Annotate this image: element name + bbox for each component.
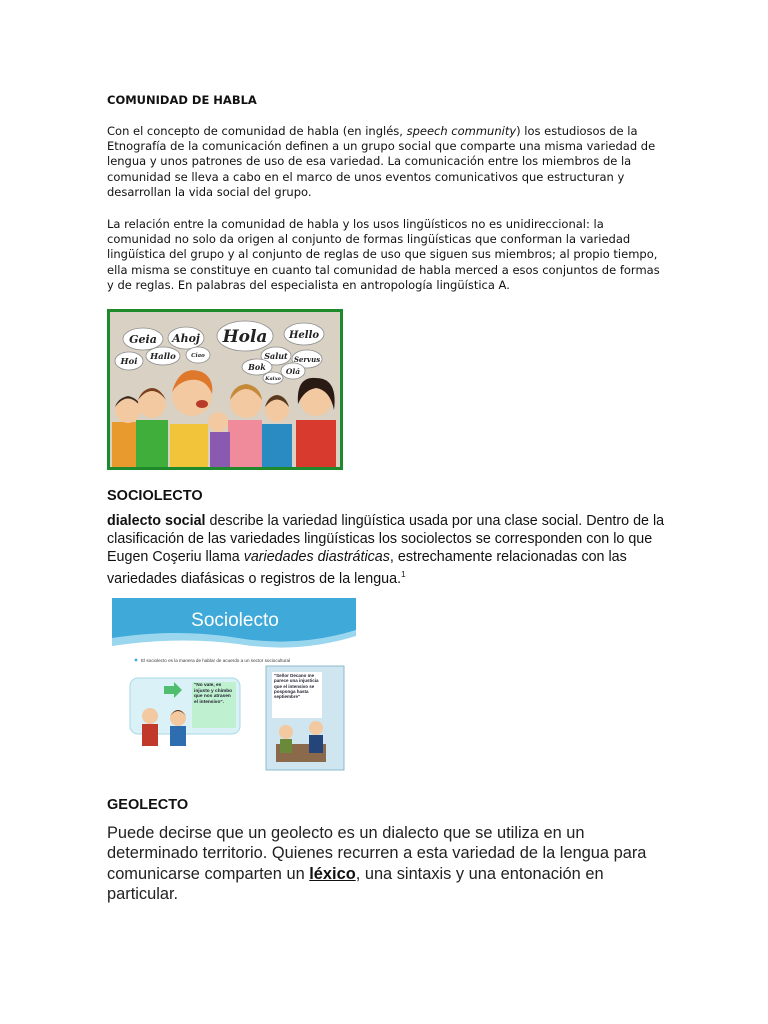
title-comunidad-de-habla: COMUNIDAD DE HABLA <box>107 93 257 107</box>
lexico-link[interactable]: léxico <box>309 864 356 883</box>
bubble-ola: Olá <box>285 367 301 376</box>
paragraph-sociolecto: dialecto social describe la variedad lingüística usada por una clase social. Dentro de la clasificación de las variedades lingüísticas los sociolectos se corresponden con lo que Eugen Coşeriu llama variedades diastráticas, estrechamente relacionadas con las variedades diafásicas o registros de la lengua.$^1$ <box>107 513 665 587</box>
footnote-marker[interactable]: 1 <box>401 570 406 579</box>
bubble-salut: Salut <box>264 351 288 361</box>
bubble-hoi: Hoi <box>120 357 138 367</box>
card1-quote: "No vale, es injusto y chimbo que nos atrasen el intensivo". <box>194 683 233 705</box>
paragraph-comunidad-2: La relación entre la comunidad de habla y los usos lingüísticos no es unidireccional: la comunidad no solo da origen al conjunto de formas lingüísticas que conforman la variedad lingüística del grupo y al conjunto de reglas de uso que siguen sus miembros; al propio tiempo, ella misma se constituye en cuanto tal comunidad de habla merced a esos conjuntos de formas y de reglas. En palabras del especialista en antropología lingüística A. <box>107 217 660 292</box>
bubble-kaixo: Kaixo <box>265 376 281 382</box>
bubble-hello: Hello <box>288 330 320 341</box>
title-geolecto: GEOLECTO <box>107 797 189 813</box>
bubble-servus: Servus <box>293 355 321 364</box>
bubble-hallo: Hallo <box>150 352 176 362</box>
title-sociolecto: SOCIOLECTO <box>107 488 203 504</box>
bubble-hola: Hola <box>222 327 268 347</box>
bubble-bok: Bok <box>248 362 266 372</box>
bubble-ahoj: Ahoj <box>172 332 200 345</box>
bubble-ciao: Ciao <box>191 353 205 359</box>
card2-quote: "Señor Decano me parece una injusticia que el intensivo se posponga hasta septiembre" <box>274 673 319 700</box>
slide-banner-title: Sociolecto <box>191 610 279 631</box>
bubble-geia: Geia <box>129 333 157 346</box>
greetings-crowd-image <box>107 309 343 470</box>
paragraph-comunidad-1: Con el concepto de comunidad de habla (en inglés, speech community) los estudiosos de la Etnografía de la comunicación definen a un grupo social que comparte una misma variedad de lengua y unos patrones de uso de esa variedad. La comunicación entre los miembros de la comunidad se lleva a cabo en el marco de unos eventos comunicativos que estructuran y desarrollan la vida social del grupo. <box>107 124 656 199</box>
sociolecto-slide-image <box>108 594 358 784</box>
paragraph-geolecto: Puede decirse que un geolecto es un dialecto que se utiliza en un determinado territorio. Quienes recurren a esta variedad de la lengua para comunicarse comparten un léxico, una sintaxis y una entonación en particular. <box>107 824 647 903</box>
slide-bullet-text: El sociolecto es la manera de hablar de acuerdo a un sector sociocultural <box>141 658 291 663</box>
